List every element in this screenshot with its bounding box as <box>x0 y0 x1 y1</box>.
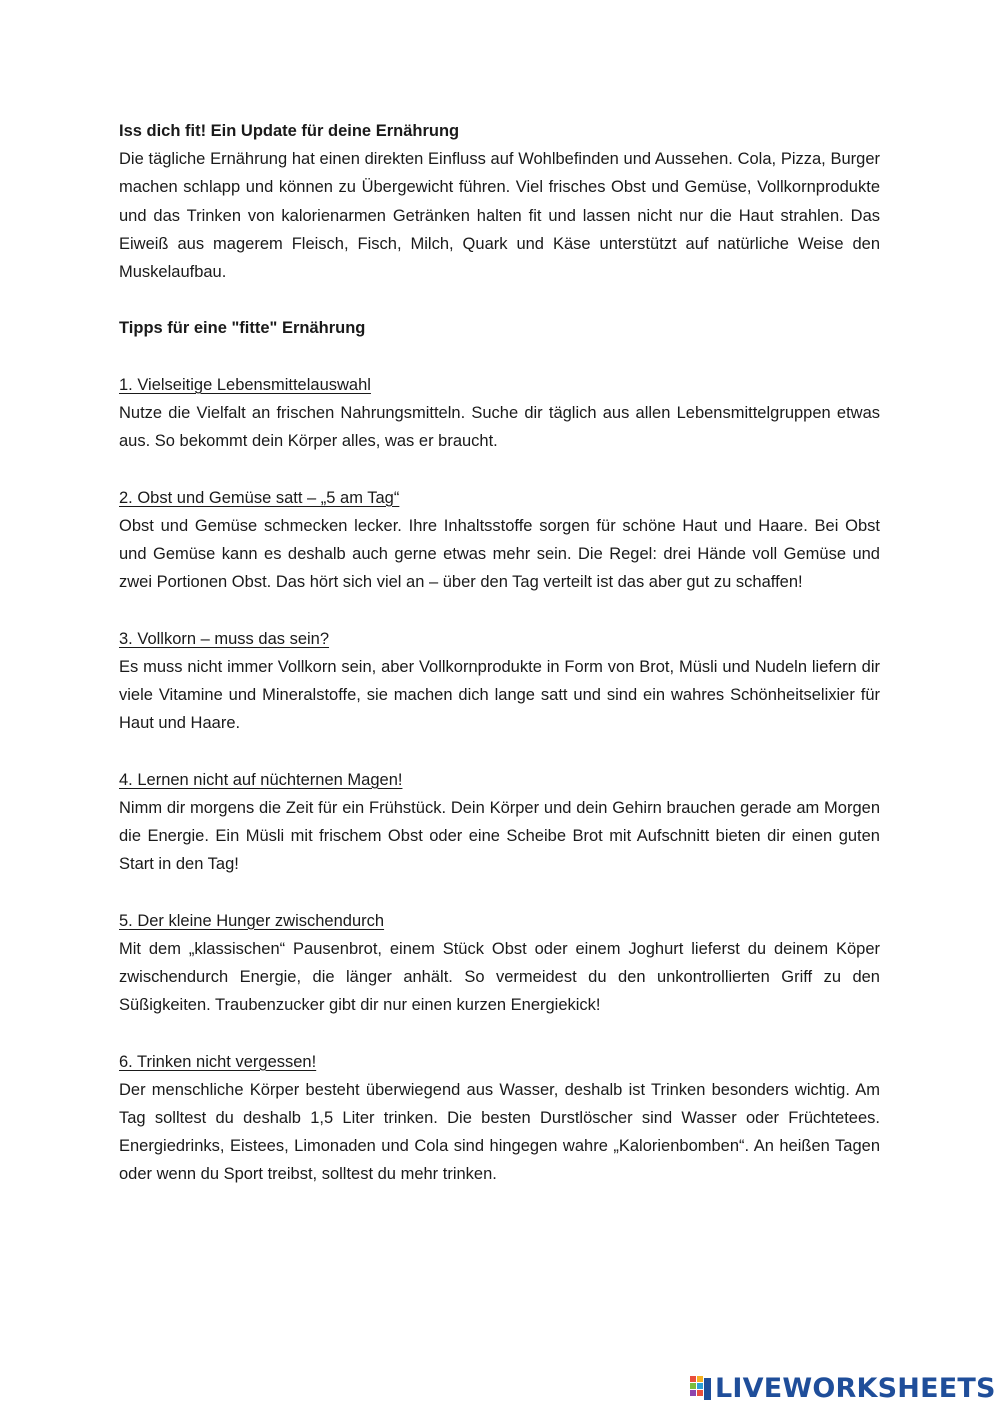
tip-heading: 3. Vollkorn – muss das sein? <box>119 629 330 648</box>
tip-body: Es muss nicht immer Vollkorn sein, aber Vollkornprodukte in Form von Brot, Müsli und Nudeln liefern dir viele Vitamine und Mineralstoffe, sie machen dich lange satt und sind ein wahres Schönheitselixier für Haut und Haare. <box>119 657 880 733</box>
tip-body: Obst und Gemüse schmecken lecker. Ihre Inhaltsstoffe sorgen für schöne Haut und Haare. Bei Obst und Gemüse kann es deshalb auch gerne etwas mehr sein. Die Regel: drei Hände voll Gemüse und zwei Portionen Obst. Das hört sich viel an – über den Tag verteilt ist das aber gut zu schaffen! <box>119 516 880 592</box>
tip-heading: 4. Lernen nicht auf nüchternen Magen! <box>119 770 403 789</box>
logo-wordmark: LIVEWORKSHEETS <box>715 1373 996 1404</box>
tip-section-6 <box>119 1048 880 1189</box>
tip-body: Nimm dir morgens die Zeit für ein Frühstück. Dein Körper und dein Gehirn brauchen gerade am Morgen die Energie. Ein Müsli mit frischem Obst oder eine Scheibe Brot mit Aufschnitt bieten dir einen guten Start in den Tag! <box>119 798 880 874</box>
liveworksheets-logo-icon <box>690 1376 711 1402</box>
tip-section-3 <box>119 625 880 738</box>
liveworksheets-logo[interactable] <box>690 1374 996 1404</box>
intro-paragraph: Die tägliche Ernährung hat einen direkten Einfluss auf Wohlbefinden und Aussehen. Cola, Pizza, Burger machen schlapp und können zu Übergewicht führen. Viel frisches Obst und Gemüse, Vollkornprodukte und das Trinken von kalorienarmen Getränken halten fit und lassen nicht nur die Haut strahlen. Das Eiweiß aus magerem Fleisch, Fisch, Milch, Quark und Käse unterstützt auf natürliche Weise den Muskelaufbau. <box>119 150 880 282</box>
tip-heading: 5. Der kleine Hunger zwischendurch <box>119 911 385 930</box>
tip-heading: 2. Obst und Gemüse satt – „5 am Tag“ <box>119 488 400 507</box>
tip-heading: 6. Trinken nicht vergessen! <box>119 1052 317 1071</box>
tip-body: Der menschliche Körper besteht überwiegend aus Wasser, deshalb ist Trinken besonders wichtig. Am Tag solltest du deshalb 1,5 Liter trinken. Die besten Durstlöscher sind Wasser oder Früchtetees. Energiedrinks, Eistees, Limonaden und Cola sind hingegen wahre „Kalorienbomben“. An heißen Tagen oder wenn du Sport treibst, solltest du mehr trinken. <box>119 1080 880 1184</box>
tip-body: Mit dem „klassischen“ Pausenbrot, einem Stück Obst oder einem Joghurt lieferst du deinem Köper zwischendurch Energie, die länger anhält. So vermeidest du den unkontrollierten Griff zu den Süßigkeiten. Traubenzucker gibt dir nur einen kurzen Energiekick! <box>119 939 880 1015</box>
tip-section-5 <box>119 907 880 1020</box>
tips-subtitle: Tipps für eine "fitte" Ernährung <box>119 319 366 338</box>
worksheet-page <box>119 117 880 1217</box>
tip-section-2 <box>119 484 880 597</box>
tip-heading: 1. Vielseitige Lebensmittelauswahl <box>119 375 371 394</box>
tip-section-1 <box>119 371 880 456</box>
document-title: Iss dich fit! Ein Update für deine Ernährung <box>119 122 460 140</box>
tip-section-4 <box>119 766 880 879</box>
tip-body: Nutze die Vielfalt an frischen Nahrungsmitteln. Suche dir täglich aus allen Lebensmittelgruppen etwas aus. So bekommt dein Körper alles, was er braucht. <box>119 404 880 451</box>
